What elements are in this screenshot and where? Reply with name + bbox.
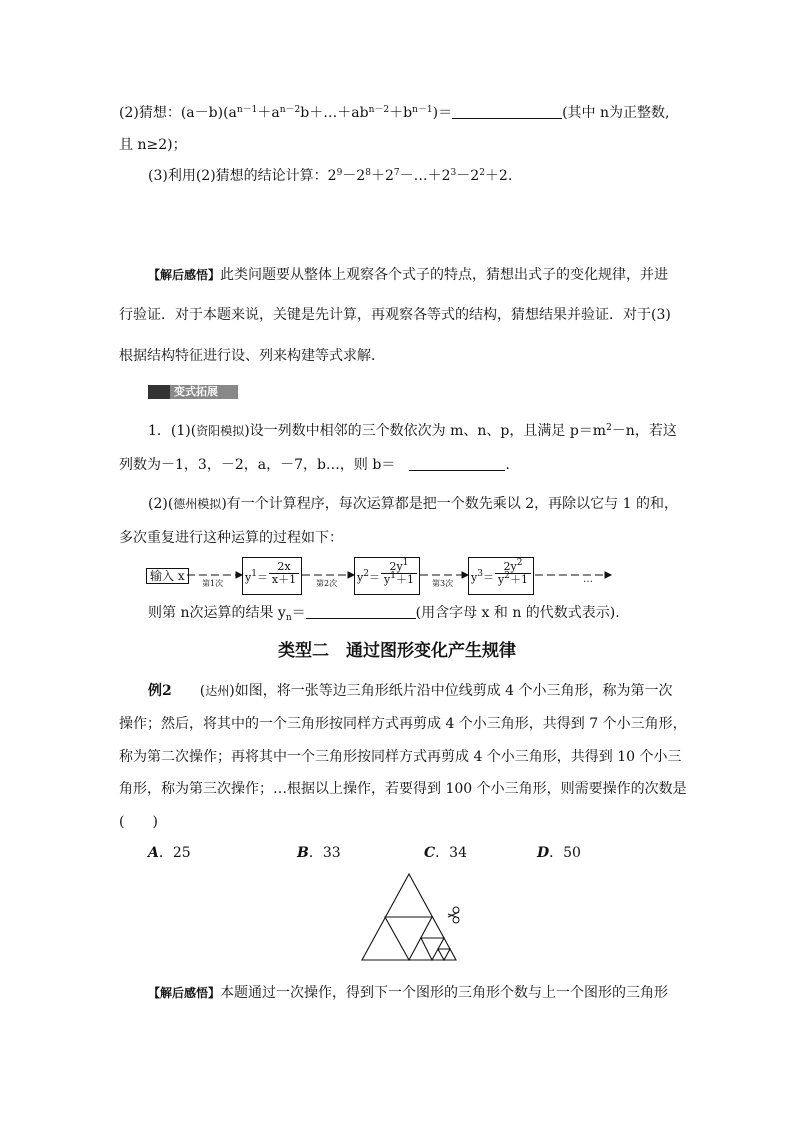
answer-blank[interactable]	[452, 104, 562, 119]
flow-box-2: $y^2=$ $\frac{2y^1}{y^1+1}$	[354, 557, 420, 595]
variant-2-line2: 多次重复进行这种运算的过程如下：	[119, 530, 343, 546]
source-tag: 达州	[205, 684, 230, 698]
source-tag: 德州模拟	[173, 497, 222, 511]
part2-line: (2)猜想：$(a-b)(a^{n-1}+a^{n-2}b+\dots+ab^{n-2}+b^{n-1})=$ (其中 n为正整数,	[119, 105, 670, 121]
variant-1-line2: 列数为－1，3，－2，a，－7，b…，则 b＝ .	[119, 457, 510, 473]
example-2-line1: 例2 (达州)如图，将一张等边三角形纸片沿中位线剪成 4 个小三角形，称为第一次	[148, 683, 673, 699]
variant-1-line1: 1．(1)(资阳模拟)设一列数中相邻的三个数依次为 m、n、p，且满足 $p=m^2-n$，若这	[148, 423, 677, 439]
variant-2-line1: (2)(德州模拟)有一个计算程序，每次运算都是把一个数先乘以 2，再除以它与 1 的和，	[148, 496, 678, 512]
option-d[interactable]: D．50	[537, 845, 581, 861]
source-tag: 资阳模拟	[196, 424, 245, 438]
option-b[interactable]: B．33	[297, 845, 341, 861]
answer-blank[interactable]	[306, 604, 416, 619]
section-title: 类型二 通过图形变化产生规律	[278, 641, 516, 661]
header-dark-block	[148, 385, 170, 399]
insight-1-line3: 根据结构特征进行设、列来构建等式求解．	[119, 348, 385, 364]
flow-step-1-label: 第1次	[202, 579, 224, 588]
part2-line2: 且 n≥2)；	[119, 137, 187, 153]
answer-blank[interactable]	[409, 456, 505, 471]
flow-step-3-label: 第3次	[432, 579, 454, 588]
example-2-line3: 称为第二次操作；再将其中一个三角形按同样方式再剪成 4 个小三角形，共得到 10 个小三	[119, 749, 682, 765]
part3-line: (3)利用(2)猜想的结论计算：$2^9-2^8+2^7-\dots+2^3-2^2+2$.	[148, 168, 513, 184]
insight-1-line2: 行验证．对于本题来说，关键是先计算，再观察各等式的结构，猜想结果并验证．对于(3)	[119, 307, 671, 323]
variant-2-result: 则第 n次运算的结果 $y_n=$ (用含字母 x 和 n 的代数式表示).	[148, 605, 620, 623]
triangle-figure	[0, 870, 794, 970]
option-a[interactable]: A．25	[148, 845, 191, 861]
third-cut	[438, 949, 450, 960]
example-2-line4: 角形，称为第三次操作；…根据以上操作，若要得到 100 个小三角形，则需要操作的次数是	[119, 781, 687, 797]
example-2-line2: 操作；然后，将其中的一个三角形按同样方式再剪成 4 个小三角形，共得到 7 个小三角形，	[119, 716, 687, 732]
insight-2-line1: 【解后感悟】本题通过一次操作，得到下一个图形的三角形个数与上一个图形的三角形	[148, 985, 669, 1001]
variant-section-header: 变式拓展	[148, 385, 238, 399]
flow-box-3: $y^3=$ $\frac{2y^2}{y^2+1}$	[468, 557, 534, 595]
insight-1-line1: 【解后感悟】此类问题要从整体上观察各个式子的特点，猜想出式子的变化规律，并进	[148, 267, 669, 283]
flow-box-1: $y^1=$ $\frac{2x}{x+1}$	[242, 557, 302, 595]
option-c[interactable]: C．34	[424, 845, 467, 861]
flow-input-box: 输入 x	[146, 568, 189, 584]
flow-dots: …	[583, 574, 593, 585]
scissors-icon	[448, 907, 459, 923]
flow-step-2-label: 第2次	[316, 579, 338, 588]
example-2-line5: ( )	[119, 814, 158, 830]
